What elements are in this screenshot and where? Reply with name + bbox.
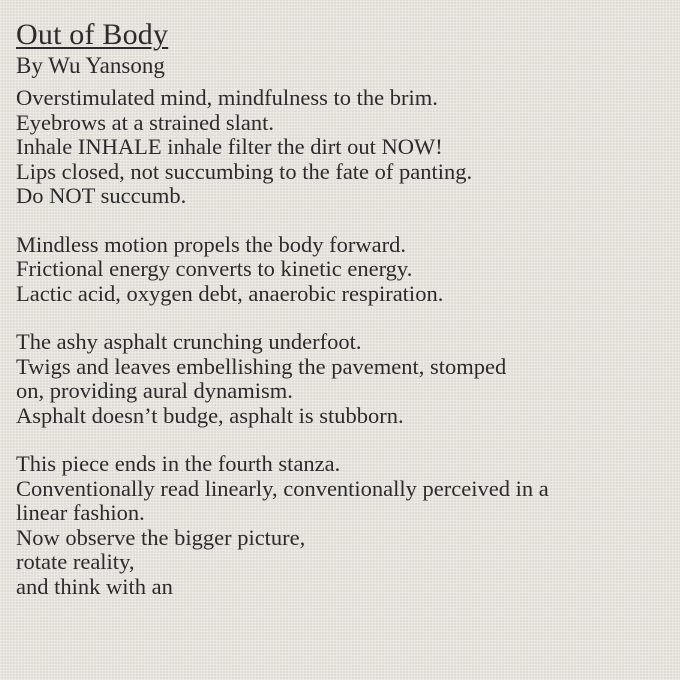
poem-title: Out of Body bbox=[16, 18, 169, 51]
poem-line: Eyebrows at a strained slant. bbox=[16, 109, 275, 135]
poem-line: Inhale INHALE inhale filter the dirt out NOW! bbox=[16, 134, 443, 159]
poem-line: and think with an bbox=[16, 573, 173, 599]
poem-line: rotate reality, bbox=[16, 549, 135, 574]
poem-author: By Wu Yansong bbox=[16, 53, 165, 78]
poem-line: Overstimulated mind, mindfulness to the brim. bbox=[16, 85, 438, 110]
poem-line: linear fashion. bbox=[16, 500, 145, 525]
poem-line: Do NOT succumb. bbox=[16, 183, 187, 208]
stanza-2 bbox=[16, 233, 666, 307]
poem-line: on, providing aural dynamism. bbox=[16, 378, 293, 403]
poem-line: Mindless motion propels the body forward. bbox=[16, 231, 406, 257]
poem-line: Conventionally read linearly, conventionally perceived in a bbox=[16, 475, 549, 501]
poem-line: Frictional energy converts to kinetic energy. bbox=[16, 256, 413, 281]
stanza-1 bbox=[16, 86, 666, 209]
stanza-3 bbox=[16, 330, 666, 428]
poem-line: Lactic acid, oxygen debt, anaerobic respiration. bbox=[16, 280, 444, 306]
poem bbox=[16, 18, 666, 623]
poem-line: Lips closed, not succumbing to the fate of panting. bbox=[16, 158, 473, 184]
poem-line: Twigs and leaves embellishing the pavement, stomped bbox=[16, 353, 507, 379]
poem-line: This piece ends in the fourth stanza. bbox=[16, 451, 341, 476]
poem-line: The ashy asphalt crunching underfoot. bbox=[16, 329, 362, 354]
poem-line: Asphalt doesn’t budge, asphalt is stubborn. bbox=[16, 402, 404, 428]
stanza-4 bbox=[16, 452, 666, 599]
poem-line: Now observe the bigger picture, bbox=[16, 524, 306, 550]
